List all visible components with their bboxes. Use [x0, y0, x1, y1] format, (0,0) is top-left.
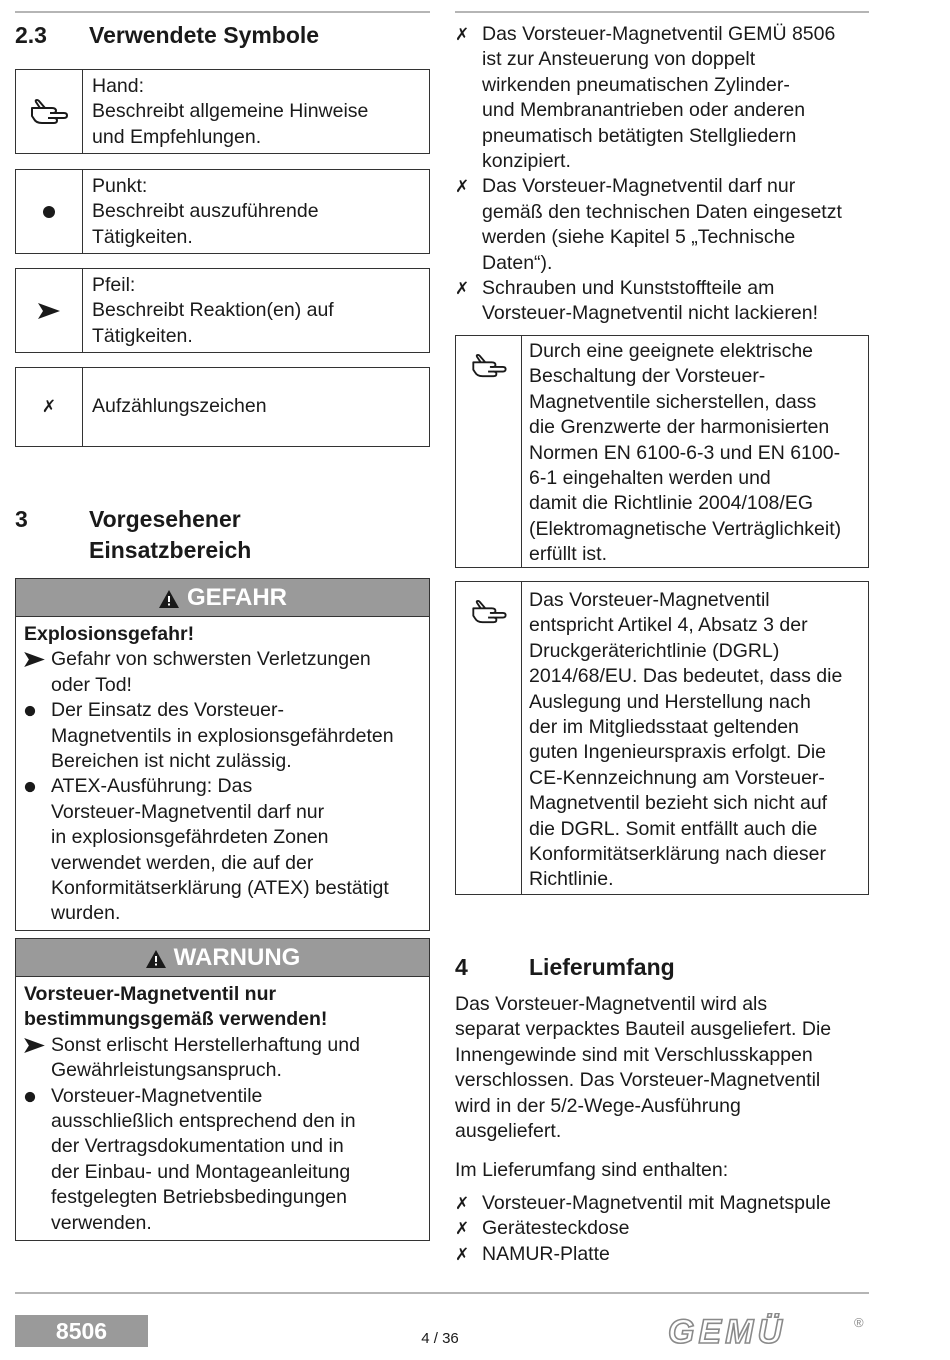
danger-header — [16, 579, 429, 617]
delivery-list — [455, 1191, 869, 1267]
section-number: 3 — [15, 506, 28, 532]
note-line: damit die Richtlinie 2004/108/EG — [529, 492, 813, 515]
danger-measure: Vorsteuer-Magnetventil darf nur — [51, 800, 325, 823]
list-item-label: Gerätesteckdose — [482, 1217, 630, 1240]
danger-lead: Explosionsgefahr! — [24, 623, 195, 645]
section-title: Lieferumfang — [529, 954, 675, 980]
list-item-line: Das Vorsteuer-Magnetventil darf nur — [482, 175, 796, 198]
cross-bullet-icon: ✗ — [16, 368, 83, 446]
danger-measure: wurden. — [51, 902, 121, 925]
page-number: 4 / 36 — [421, 1330, 459, 1347]
list-item-line: wirkenden pneumatischen Zylinder- — [482, 73, 790, 96]
danger-box — [15, 578, 430, 931]
paragraph-line: ausgeliefert. — [455, 1120, 562, 1143]
note-line: Richtlinie. — [529, 868, 614, 891]
warning-header — [16, 939, 429, 977]
note-line: erfüllt ist. — [529, 543, 608, 566]
usage-bullets — [455, 22, 869, 327]
note-line: Konformitätserklärung nach dieser — [529, 843, 826, 866]
list-item-line: pneumatisch betätigten Stellgliedern — [482, 124, 797, 147]
dot-icon — [24, 1084, 36, 1110]
list-item — [455, 174, 869, 276]
danger-consequence: Gefahr von schwersten Verletzungen — [51, 648, 371, 671]
danger-measure: Der Einsatz des Vorsteuer- — [51, 699, 285, 722]
paragraph-line: verschlossen. Das Vorsteuer-Magnetventil — [455, 1069, 821, 1092]
note-line: entspricht Artikel 4, Absatz 3 der — [529, 614, 808, 637]
delivery-intro: Im Lieferumfang sind enthalten: — [455, 1159, 729, 1181]
top-rule-left — [15, 11, 430, 13]
cross-bullet-icon: ✗ — [455, 177, 470, 197]
delivery-paragraph — [455, 992, 869, 1144]
list-item — [455, 276, 869, 327]
section-title-line-1: Vorgesehener — [89, 506, 241, 532]
section-2-3-heading — [15, 20, 430, 51]
note-line: die Grenzwerte der harmonisierten — [529, 416, 830, 439]
dot-icon — [24, 774, 36, 800]
warning-triangle-icon — [145, 948, 167, 968]
danger-measure: verwendet werden, die auf der — [51, 851, 314, 874]
note-line: Beschaltung der Vorsteuer- — [529, 365, 766, 388]
symbol-row-cross — [15, 367, 430, 447]
note-line: guten Ingenieurspraxis erfolgt. Die — [529, 741, 827, 764]
logo-wordmark: GEMÜ — [668, 1313, 786, 1349]
section-title: Verwendete Symbole — [89, 22, 320, 48]
note-box-emc — [455, 335, 869, 568]
note-line: Druckgeräterichtlinie (DGRL) — [529, 639, 780, 662]
note-line: CE-Kennzeichnung am Vorsteuer- — [529, 766, 825, 789]
list-item-label: NAMUR-Platte — [482, 1242, 610, 1265]
warning-consequence: Sonst erlischt Herstellerhaftung und — [51, 1033, 360, 1056]
note-line: (Elektromagnetische Verträglichkeit) — [529, 517, 842, 540]
symbol-desc: Tätigkeiten. — [92, 225, 193, 248]
danger-measure: in explosionsgefährdeten Zonen — [51, 826, 329, 849]
warning-measure: ausschließlich entsprechend den in — [51, 1110, 356, 1133]
warning-measure: verwenden. — [51, 1211, 152, 1234]
list-item — [455, 1191, 869, 1216]
symbol-label: Hand: — [92, 75, 145, 97]
danger-consequence: oder Tod! — [51, 673, 132, 696]
model-badge: 8506 — [15, 1315, 148, 1347]
warning-header-label: WARNUNG — [173, 943, 301, 971]
note-line: Durch eine geeignete elektrische — [529, 340, 814, 362]
arrow-icon — [16, 269, 83, 352]
list-item-line: werden (siehe Kapitel 5 „Technische — [482, 226, 796, 249]
symbol-row-arrow — [15, 268, 430, 353]
note-box-dgrl — [455, 581, 869, 895]
warning-measure: der Einbau- und Montageanleitung — [51, 1160, 351, 1183]
list-item-line: konzipiert. — [482, 150, 571, 173]
note-line: Auslegung und Herstellung nach — [529, 690, 811, 713]
cross-bullet-icon: ✗ — [455, 1194, 470, 1213]
list-item-line: Das Vorsteuer-Magnetventil GEMÜ 8506 — [482, 23, 836, 45]
section-number: 4 — [455, 954, 468, 980]
dot-icon — [24, 698, 36, 724]
cross-bullet-icon: ✗ — [455, 1219, 470, 1239]
symbol-label: Punkt: — [92, 175, 148, 197]
note-line: der im Mitgliedsstaat geltenden — [529, 716, 799, 739]
gemu-logo — [668, 1313, 868, 1349]
warning-measure: festgelegten Betriebsbedingungen — [51, 1186, 347, 1209]
note-line: Normen EN 6100-6-3 und EN 6100- — [529, 441, 841, 464]
list-item — [455, 1216, 869, 1241]
section-number: 2.3 — [15, 22, 47, 48]
arrow-icon — [24, 1033, 45, 1060]
symbol-desc: Tätigkeiten. — [92, 324, 193, 347]
symbol-desc: Beschreibt Reaktion(en) auf — [92, 299, 334, 322]
list-item — [455, 22, 869, 174]
paragraph-line: wird in der 5/2-Wege-Ausführung — [455, 1094, 741, 1117]
list-item-line: Vorsteuer-Magnetventil nicht lackieren! — [482, 302, 819, 325]
note-line: 2014/68/EU. Das bedeutet, dass die — [529, 665, 843, 688]
hand-icon — [16, 70, 83, 153]
arrow-icon — [24, 647, 45, 674]
note-line: Das Vorsteuer-Magnetventil — [529, 589, 770, 611]
note-line: die DGRL. Somit entfällt auch die — [529, 817, 818, 840]
list-item — [455, 1242, 869, 1267]
section-title-line-2: Einsatzbereich — [89, 537, 252, 563]
note-line: Magnetventil bezieht sich nicht auf — [529, 792, 828, 815]
warning-measure: Vorsteuer-Magnetventile — [51, 1084, 263, 1107]
list-item-line: ist zur Ansteuerung von doppelt — [482, 48, 756, 71]
note-line: 6-1 eingehalten werden und — [529, 467, 771, 490]
symbol-row-hand — [15, 69, 430, 154]
warning-triangle-icon — [158, 588, 180, 608]
danger-measure: Konformitätserklärung (ATEX) bestätigt — [51, 877, 389, 900]
dot-icon — [16, 170, 83, 253]
symbol-desc: Beschreibt auszuführende — [92, 200, 319, 223]
footer-rule — [15, 1292, 869, 1294]
list-item-line: Daten“). — [482, 251, 553, 274]
danger-measure: Bereichen ist nicht zulässig. — [51, 750, 292, 773]
danger-header-label: GEFAHR — [186, 583, 287, 611]
top-rule-right — [455, 11, 869, 13]
cross-bullet-icon: ✗ — [455, 279, 470, 299]
warning-lead: Vorsteuer-Magnetventil nur — [24, 983, 277, 1005]
list-item-label: Vorsteuer-Magnetventil mit Magnetspule — [482, 1192, 832, 1214]
warning-measure: der Vertragsdokumentation und in — [51, 1135, 344, 1158]
cross-bullet-icon: ✗ — [455, 1244, 470, 1264]
registered-mark: ® — [854, 1315, 864, 1330]
cross-bullet-icon: ✗ — [455, 25, 470, 44]
symbol-desc: und Empfehlungen. — [92, 125, 262, 148]
danger-measure: Magnetventils in explosionsgefährdeten — [51, 724, 394, 747]
warning-consequence: Gewährleistungsanspruch. — [51, 1059, 282, 1082]
symbol-label: Pfeil: — [92, 274, 136, 296]
danger-measure: ATEX-Ausführung: Das — [51, 775, 253, 798]
warning-lead: bestimmungsgemäß verwenden! — [24, 1008, 328, 1031]
hand-icon — [456, 582, 522, 894]
symbol-desc: Beschreibt allgemeine Hinweise — [92, 100, 369, 123]
section-3-heading — [15, 504, 430, 566]
warning-box — [15, 938, 430, 1241]
paragraph-line: separat verpacktes Bauteil ausgeliefert. Die — [455, 1018, 832, 1041]
note-line: Magnetventile sicherstellen, dass — [529, 390, 817, 413]
list-item-line: und Membranantrieben oder anderen — [482, 99, 806, 122]
symbol-label: Aufzählungszeichen — [92, 395, 267, 418]
section-4-heading — [455, 952, 869, 983]
list-item-line: Schrauben und Kunststoffteile am — [482, 277, 775, 300]
paragraph-line: Das Vorsteuer-Magnetventil wird als — [455, 993, 768, 1015]
hand-icon — [456, 336, 522, 567]
paragraph-line: Innengewinde sind mit Verschlusskappen — [455, 1043, 813, 1066]
symbol-row-dot — [15, 169, 430, 254]
list-item-line: gemäß den technischen Daten eingesetzt — [482, 200, 842, 223]
